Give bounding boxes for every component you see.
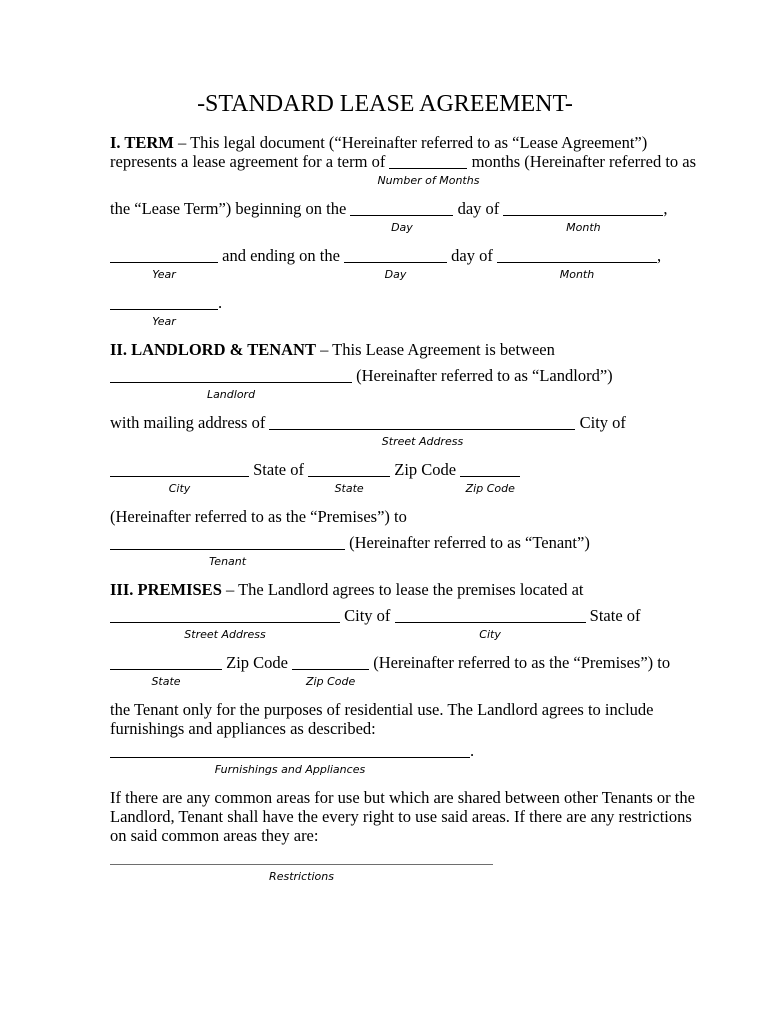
field-caption: State [151, 675, 181, 688]
field-caption: Year [152, 315, 176, 328]
text-run: , [663, 199, 668, 218]
blank-field-begin-year[interactable] [110, 248, 218, 281]
section-heading: I. TERM [110, 133, 174, 152]
blank-field-term-months[interactable] [377, 154, 480, 187]
document-title: -STANDARD LEASE AGREEMENT- [197, 91, 573, 117]
doc-line [110, 719, 660, 738]
text-run: Zip Code [390, 460, 461, 479]
text-run: day of [447, 246, 497, 265]
blank-field-tenant-name[interactable] [110, 535, 345, 568]
section-heading: III. PREMISES [110, 580, 222, 599]
section-heading: II. LANDLORD & TENANT [110, 340, 316, 359]
text-run: – This legal document (“Hereinafter referred to as “Lease Agreement”) [173, 133, 648, 152]
text-run: (Hereinafter referred to as the “Premises”) to [110, 507, 407, 526]
field-caption: Day [384, 268, 407, 281]
text-run: (Hereinafter referred to as “Tenant”) [345, 533, 590, 552]
blank-field-restrictions[interactable] [110, 850, 493, 883]
blank-field-furnishings-appliances[interactable] [110, 743, 470, 776]
doc-line [110, 340, 660, 359]
text-run: , [656, 246, 662, 265]
blank-field-end-year[interactable] [110, 295, 218, 328]
text-run: months (Hereinafter referred to as [467, 152, 697, 171]
field-caption: Month [566, 221, 601, 234]
blank-field-premises-city[interactable] [395, 608, 586, 641]
doc-line [110, 507, 660, 526]
field-caption: Furnishings and Appliances [214, 763, 366, 776]
doc-line [110, 606, 660, 641]
text-run: (Hereinafter referred to as the “Premises”) to [369, 653, 671, 672]
text-run: (Hereinafter referred to as “Landlord”) [352, 366, 613, 385]
field-caption: Street Address [184, 628, 266, 641]
blank-field-begin-day[interactable] [350, 201, 453, 234]
doc-line [110, 788, 695, 807]
text-run: If there are any common areas for use but which are shared between other Tenants or the [110, 788, 695, 807]
field-caption: Street Address [381, 435, 464, 448]
blank-field-landlord-street-address[interactable] [269, 415, 575, 448]
text-run: the Tenant only for the purposes of residential use. The Landlord agrees to include [110, 700, 654, 719]
document-body [110, 133, 697, 883]
doc-line [110, 460, 660, 495]
field-caption: Landlord [206, 388, 256, 401]
text-run: State of [249, 460, 309, 479]
doc-line [110, 152, 697, 187]
blank-field-end-month[interactable] [497, 248, 657, 281]
blank-field-landlord-state[interactable] [308, 462, 390, 495]
text-run: . [470, 741, 475, 760]
doc-line [110, 653, 671, 688]
blank-field-premises-state[interactable] [110, 655, 222, 688]
doc-line [110, 826, 660, 845]
doc-line [110, 580, 660, 599]
doc-line [110, 533, 660, 568]
text-run: the “Lease Term”) beginning on the [110, 199, 351, 218]
field-caption: State [334, 482, 364, 495]
blank-field-end-day[interactable] [344, 248, 447, 281]
text-run: City of [575, 413, 626, 432]
doc-line [110, 848, 660, 883]
doc-line [110, 807, 692, 826]
text-run: and ending on the [218, 246, 345, 265]
text-run: City of [340, 606, 395, 625]
field-caption: City [168, 482, 191, 495]
field-caption: Tenant [208, 555, 247, 568]
field-caption: Number of Months [377, 174, 480, 187]
text-run: furnishings and appliances as described: [110, 719, 376, 738]
field-caption: Day [391, 221, 413, 234]
text-run: with mailing address of [110, 413, 270, 432]
text-run: . [218, 293, 223, 312]
text-run: on said common areas they are: [110, 826, 319, 845]
field-caption: Month [559, 268, 595, 281]
text-run: – The Landlord agrees to lease the premises located at [221, 580, 584, 599]
blank-field-premises-street-address[interactable] [110, 608, 340, 641]
text-run: – This Lease Agreement is between [315, 340, 555, 359]
doc-line [110, 246, 662, 281]
doc-line [110, 413, 660, 448]
text-run: Landlord, Tenant shall have the every right to use said areas. If there are any restrictions [110, 807, 692, 826]
field-caption: Zip Code [465, 482, 515, 495]
text-run: represents a lease agreement for a term of [110, 152, 390, 171]
blank-field-begin-month[interactable] [503, 201, 663, 234]
doc-line [110, 133, 660, 152]
field-caption: Zip Code [306, 675, 356, 688]
field-caption: Year [152, 268, 176, 281]
blank-field-landlord-city[interactable] [110, 462, 249, 495]
text-run: day of [453, 199, 504, 218]
field-caption: City [479, 628, 501, 641]
blank-field-premises-zip[interactable] [292, 655, 369, 688]
blank-field-landlord-zip[interactable] [460, 462, 520, 495]
doc-line [110, 741, 660, 776]
text-run: Zip Code [222, 653, 293, 672]
doc-line [110, 293, 660, 328]
text-run: State of [585, 606, 641, 625]
doc-line [110, 366, 660, 401]
doc-line [110, 700, 660, 719]
blank-field-landlord-name[interactable] [110, 368, 352, 401]
field-caption: Restrictions [269, 870, 334, 883]
doc-line [110, 199, 668, 234]
